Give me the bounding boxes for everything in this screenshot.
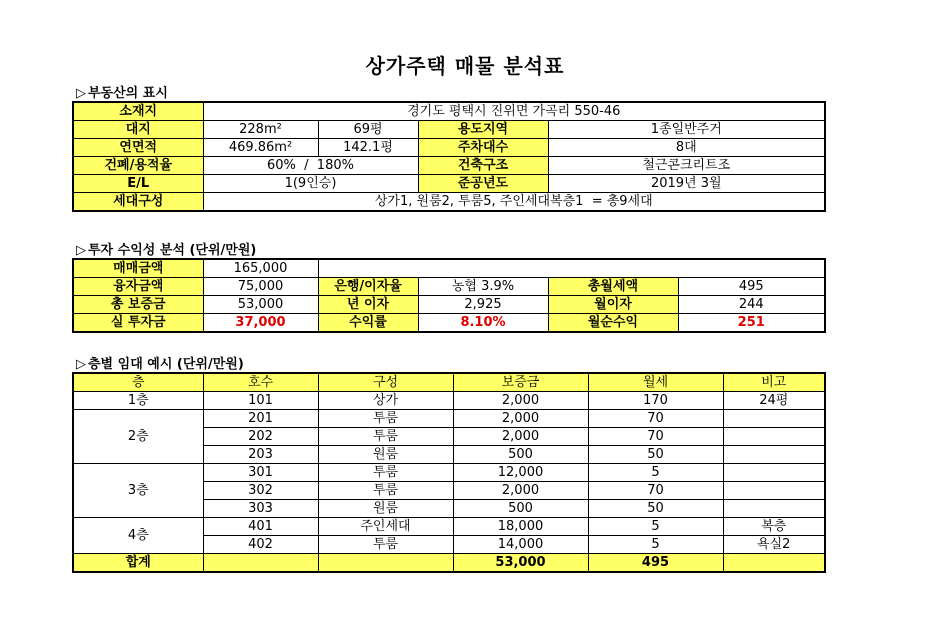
section-heading-investment [76,239,256,258]
table-row [73,518,825,536]
deposit-label: 총 보증금 [73,296,203,314]
rent-table [72,372,826,573]
monthly-total-value: 495 [678,278,825,296]
unit-cell: 401 [203,518,318,536]
total-empty-cell [318,554,453,573]
net-monthly-label: 월순수익 [548,314,678,333]
floor-area-pyeong: 142.1평 [318,139,418,157]
note-cell: 욕실2 [723,536,825,554]
unit-cell: 301 [203,464,318,482]
yearly-interest-label: 년 이자 [318,296,418,314]
section-heading-label: 투자 수익성 분석 (단위/만원) [88,243,257,258]
investment-table [72,258,826,333]
total-deposit: 53,000 [453,554,588,573]
deposit-cell: 2,000 [453,482,588,500]
table-row [73,410,825,428]
yield-value: 8.10% [418,314,548,333]
ratio-value: 60% / 180% [203,157,418,175]
header-note: 비고 [723,373,825,392]
floor-cell: 3층 [73,464,203,518]
price-value: 165,000 [203,259,318,278]
floor-cell: 2층 [73,410,203,464]
note-cell: 24평 [723,392,825,410]
deposit-cell: 500 [453,500,588,518]
note-cell [723,428,825,446]
monthly-total-label: 총월세액 [548,278,678,296]
page-title: 상가주택 매물 분석표 [365,54,565,78]
header-unit: 호수 [203,373,318,392]
deposit-cell: 12,000 [453,464,588,482]
completion-value: 2019년 3월 [548,175,825,193]
land-label: 대지 [73,121,203,139]
yield-label: 수익률 [318,314,418,333]
unit-cell: 201 [203,410,318,428]
monthly-cell: 70 [588,428,723,446]
structure-label: 건축구조 [418,157,548,175]
units-label: 세대구성 [73,193,203,212]
elevator-value: 1(9인승) [203,175,418,193]
net-monthly-value: 251 [678,314,825,333]
type-cell: 투룸 [318,428,453,446]
total-empty-cell [203,554,318,573]
monthly-interest-value: 244 [678,296,825,314]
triangle-icon: ▷ [76,357,86,372]
type-cell: 상가 [318,392,453,410]
real-invest-value: 37,000 [203,314,318,333]
real-invest-label: 실 투자금 [73,314,203,333]
zoning-label: 용도지역 [418,121,548,139]
unit-cell: 101 [203,392,318,410]
table-row [73,392,825,410]
section-heading-rent [76,353,244,372]
location-label: 소재지 [73,102,203,121]
location-value: 경기도 평택시 진위면 가곡리 550-46 [203,102,825,121]
elevator-label: E/L [73,175,203,193]
note-cell [723,410,825,428]
table-row [73,464,825,482]
monthly-cell: 5 [588,464,723,482]
yearly-interest-value: 2,925 [418,296,548,314]
type-cell: 투룸 [318,536,453,554]
section-heading-label: 층별 임대 예시 (단위/만원) [88,357,244,372]
deposit-cell: 18,000 [453,518,588,536]
header-monthly: 월세 [588,373,723,392]
total-row [73,554,825,573]
type-cell: 투룸 [318,464,453,482]
monthly-cell: 5 [588,518,723,536]
floor-cell: 4층 [73,518,203,554]
note-cell [723,482,825,500]
monthly-cell: 5 [588,536,723,554]
header-deposit: 보증금 [453,373,588,392]
price-label: 매매금액 [73,259,203,278]
monthly-cell: 170 [588,392,723,410]
type-cell: 투룸 [318,410,453,428]
bank-value: 농협 3.9% [418,278,548,296]
parking-value: 8대 [548,139,825,157]
unit-cell: 202 [203,428,318,446]
note-cell [723,500,825,518]
units-value: 상가1, 원룸2, 투룸5, 주인세대복층1 = 총9세대 [203,193,825,212]
floor-area-m2: 469.86m² [203,139,318,157]
unit-cell: 303 [203,500,318,518]
triangle-icon: ▷ [76,243,86,258]
property-table [72,101,826,212]
unit-cell: 402 [203,536,318,554]
monthly-cell: 50 [588,446,723,464]
loan-label: 융자금액 [73,278,203,296]
bank-label: 은행/이자율 [318,278,418,296]
monthly-cell: 70 [588,410,723,428]
section-heading-label: 부동산의 표시 [88,86,168,101]
zoning-value: 1종일반주거 [548,121,825,139]
unit-cell: 203 [203,446,318,464]
type-cell: 원룸 [318,500,453,518]
monthly-cell: 70 [588,482,723,500]
floor-cell: 1층 [73,392,203,410]
deposit-cell: 14,000 [453,536,588,554]
deposit-cell: 2,000 [453,392,588,410]
unit-cell: 302 [203,482,318,500]
deposit-cell: 2,000 [453,428,588,446]
floor-area-label: 연면적 [73,139,203,157]
type-cell: 원룸 [318,446,453,464]
parking-label: 주차대수 [418,139,548,157]
deposit-value: 53,000 [203,296,318,314]
note-cell [723,464,825,482]
section-heading-property [76,82,168,101]
land-pyeong: 69평 [318,121,418,139]
total-monthly: 495 [588,554,723,573]
structure-value: 철근콘크리트조 [548,157,825,175]
total-label: 합계 [73,554,203,573]
total-empty-cell [723,554,825,573]
note-cell: 복층 [723,518,825,536]
header-floor: 층 [73,373,203,392]
note-cell [723,446,825,464]
type-cell: 투룸 [318,482,453,500]
land-m2: 228m² [203,121,318,139]
loan-value: 75,000 [203,278,318,296]
deposit-cell: 500 [453,446,588,464]
empty-cell [318,259,825,278]
ratio-label: 건폐/용적율 [73,157,203,175]
monthly-cell: 50 [588,500,723,518]
triangle-icon: ▷ [76,86,86,101]
completion-label: 준공년도 [418,175,548,193]
header-type: 구성 [318,373,453,392]
type-cell: 주인세대 [318,518,453,536]
monthly-interest-label: 월이자 [548,296,678,314]
deposit-cell: 2,000 [453,410,588,428]
